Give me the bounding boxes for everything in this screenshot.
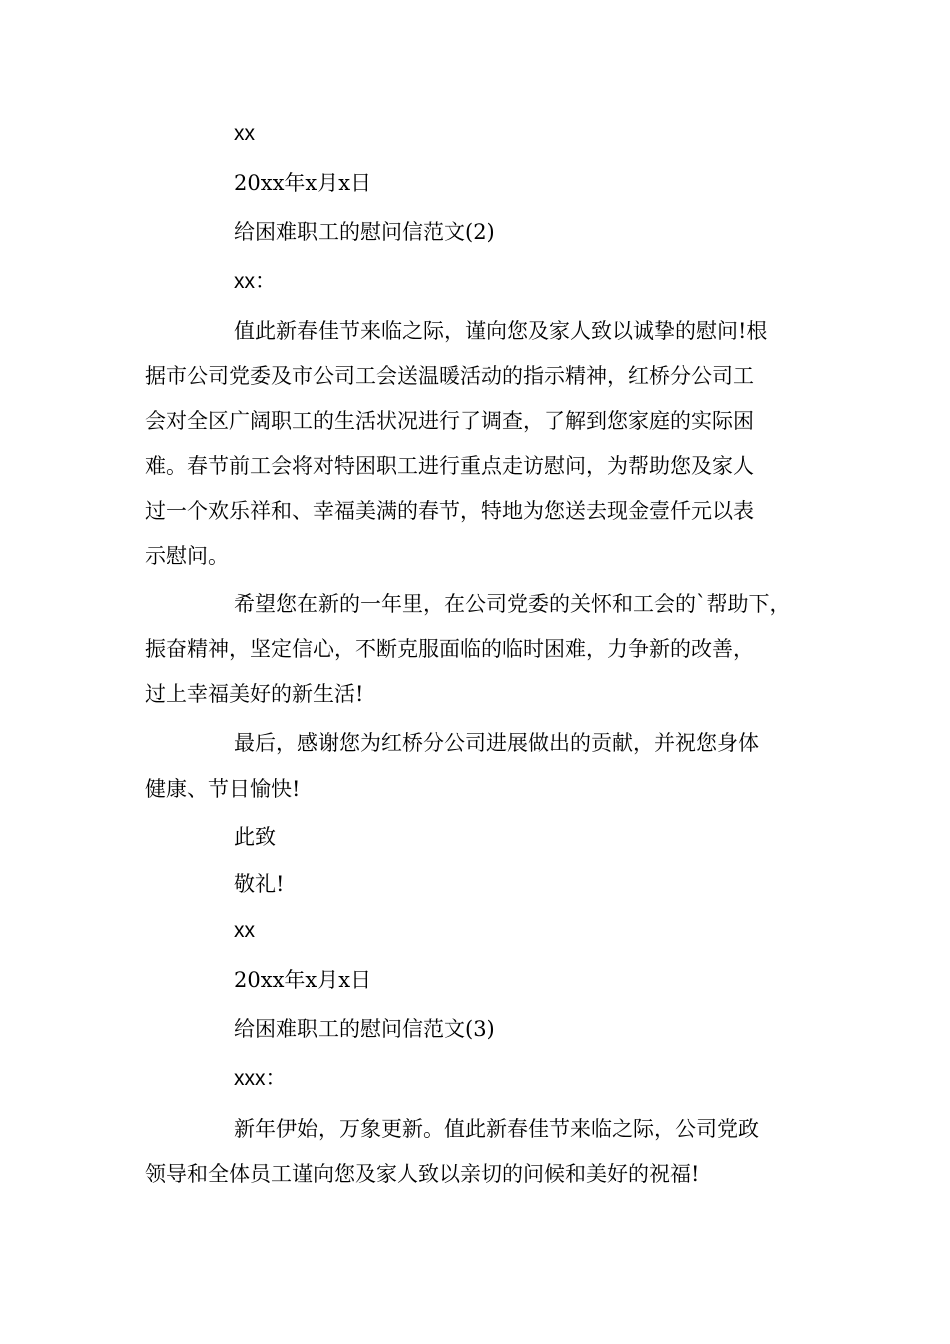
paragraph-line: 难。春节前工会将对特困职工进行重点走访慰问，为帮助您及家人 [145, 454, 754, 478]
paragraph-line: 最后，感谢您为红桥分公司进展做出的贡献，并祝您身体 [234, 731, 759, 755]
signature: xx [234, 122, 255, 145]
paragraph-line: 新年伊始，万象更新。值此新春佳节来临之际，公司党政 [234, 1117, 759, 1141]
salutation: xxx： [234, 1067, 287, 1090]
paragraph-line: 示慰问。 [145, 544, 229, 568]
letter-title: 给困难职工的慰问信范文(2) [234, 220, 495, 244]
paragraph-line: 据市公司党委及市公司工会送温暖活动的指示精神，红桥分公司工 [145, 364, 754, 388]
date-line: 20xx年x月x日 [234, 171, 372, 195]
paragraph-line: 值此新春佳节来临之际，谨向您及家人致以诚挚的慰问!根 [234, 319, 768, 343]
paragraph-line: 希望您在新的一年里，在公司党委的关怀和工会的`帮助下， [234, 592, 791, 616]
letter-title: 给困难职工的慰问信范文(3) [234, 1017, 495, 1041]
paragraph-line: 过一个欢乐祥和、幸福美满的春节，特地为您送去现金壹仟元以表 [145, 499, 754, 523]
closing-line: 敬礼! [234, 872, 285, 896]
date-line: 20xx年x月x日 [234, 968, 372, 992]
signature: xx [234, 919, 255, 942]
paragraph-line: 振奋精神，坚定信心，不断克服面临的临时困难，力争新的改善， [145, 637, 754, 661]
paragraph-line: 会对全区广阔职工的生活状况进行了调查，了解到您家庭的实际困 [145, 409, 754, 433]
paragraph-line: 健康、节日愉快! [145, 777, 301, 801]
paragraph-line: 过上幸福美好的新生活! [145, 682, 364, 706]
closing-line: 此致 [234, 825, 276, 849]
salutation: xx： [234, 270, 276, 293]
paragraph-line: 领导和全体员工谨向您及家人致以亲切的问候和美好的祝福! [145, 1162, 700, 1186]
